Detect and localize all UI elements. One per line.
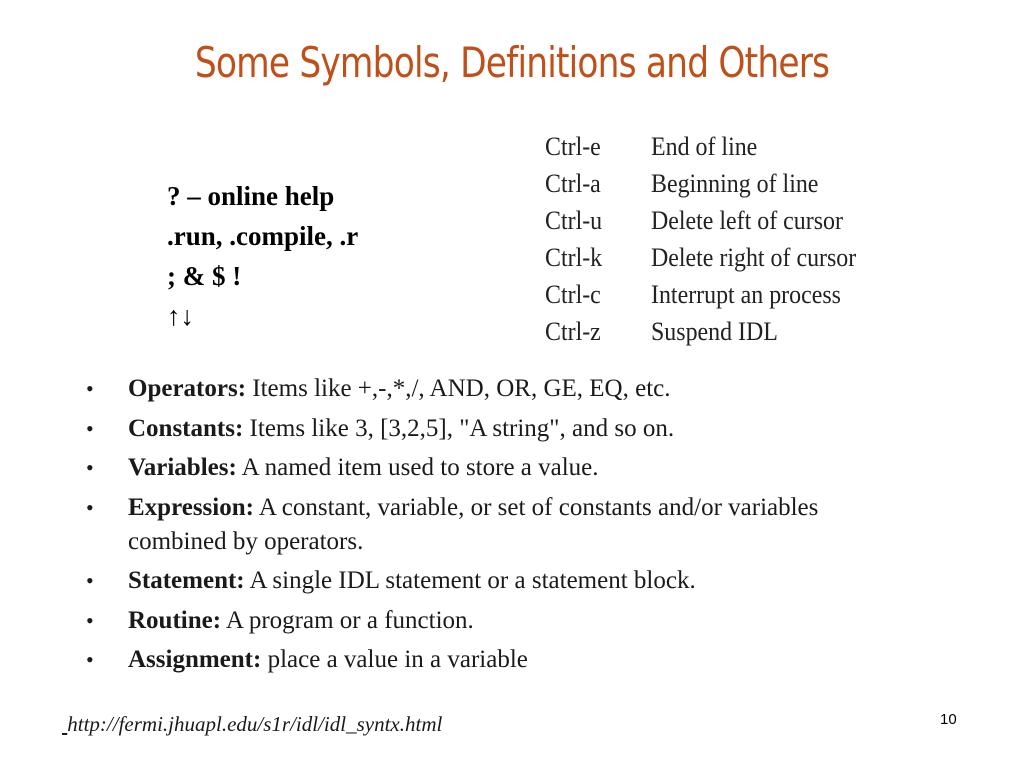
definition-text: A single IDL statement or a statement block. [244, 567, 696, 594]
shortcut-key: Ctrl-u [545, 205, 603, 235]
shortcut-action: Delete right of cursor [651, 242, 857, 272]
symbol-item-commands: .run, .compile, .r [167, 221, 359, 251]
definition-term: Constants: [128, 414, 244, 442]
shortcut-action: Beginning of line [651, 168, 819, 198]
table-row [545, 313, 874, 350]
slide-title: Some Symbols, Definitions and Others [194, 38, 830, 87]
source-link-text: http://fermi.jhuapl.edu/s1r/idl/idl_syntx.html [67, 712, 443, 736]
definition-text: A named item used to store a value. [236, 454, 599, 481]
list-item [86, 451, 846, 485]
list-item [86, 604, 846, 638]
table-row [545, 128, 874, 165]
definition-term: Variables: [128, 454, 237, 481]
list-item [86, 564, 846, 598]
symbol-item-special-chars: ; & $ ! [167, 261, 242, 291]
shortcut-key: Ctrl-c [545, 279, 601, 309]
definition-text: A program or a function. [221, 606, 474, 634]
bullet-icon: • [86, 647, 94, 672]
definition-text: Items like 3, [3,2,5], "A string", and so on. [243, 414, 675, 442]
definition-text: A constant, variable, or set of constants and/or variables combined by operators. [128, 493, 819, 555]
shortcut-action: End of line [651, 131, 758, 161]
bullet-icon: • [86, 494, 94, 520]
bullet-icon: • [86, 568, 94, 593]
shortcut-table [545, 128, 874, 350]
shortcut-action: Interrupt an process [651, 279, 841, 309]
symbol-list [167, 176, 358, 336]
table-row [545, 165, 874, 202]
shortcut-key: Ctrl-k [545, 242, 603, 272]
definition-text: place a value in a variable [261, 646, 528, 673]
table-row [545, 239, 874, 276]
definition-list [86, 372, 846, 683]
definition-term: Statement: [128, 567, 245, 594]
shortcut-key: Ctrl-e [545, 131, 601, 161]
symbol-item-arrow-keys: ↑↓ [167, 301, 194, 331]
shortcut-action: Suspend IDL [651, 316, 778, 346]
symbol-item-help: ? – online help [167, 181, 335, 211]
bullet-icon: • [86, 607, 94, 633]
bullet-icon: • [86, 415, 94, 441]
table-row [545, 202, 874, 239]
list-item [86, 491, 846, 559]
table-row [545, 276, 874, 313]
shortcut-key: Ctrl-a [545, 168, 601, 198]
bullet-icon: • [86, 376, 94, 401]
list-item [86, 412, 846, 446]
bullet-icon: • [86, 455, 94, 480]
definition-term: Routine: [128, 606, 222, 634]
definition-term: Operators: [128, 375, 247, 402]
definition-term: Assignment: [128, 646, 262, 673]
list-item [86, 643, 846, 677]
list-item [86, 372, 846, 406]
definition-text: Items like +,-,*,/, AND, OR, GE, EQ, etc. [246, 375, 671, 402]
definition-term: Expression: [128, 493, 254, 521]
shortcut-action: Delete left of cursor [651, 205, 843, 235]
source-link[interactable] [62, 712, 442, 737]
shortcut-key: Ctrl-z [545, 316, 601, 346]
page-number: 10 [940, 711, 957, 728]
